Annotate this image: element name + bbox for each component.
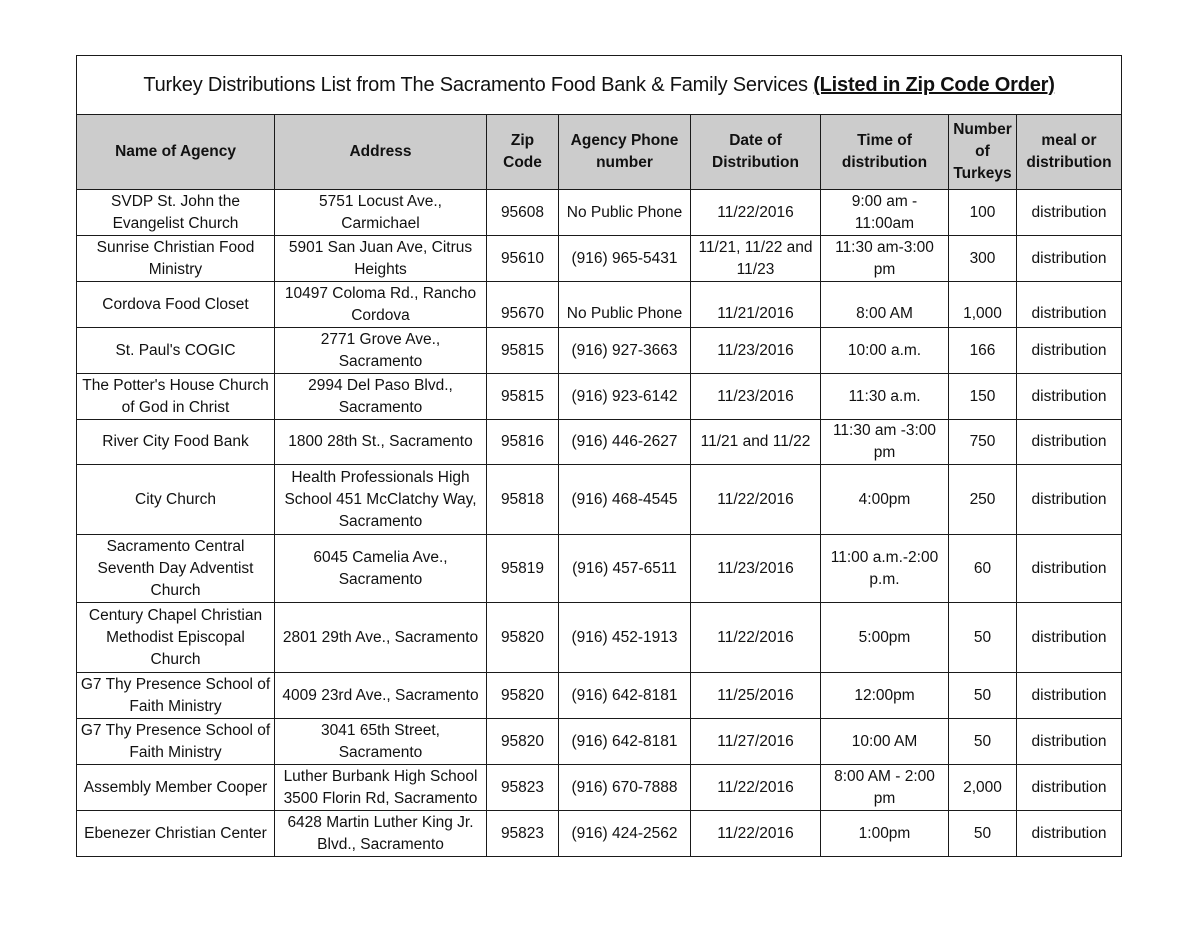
table-row <box>77 420 1122 465</box>
type-cell: distribution <box>1017 765 1122 811</box>
phone-cell: (916) 927-3663 <box>559 328 691 374</box>
agency-cell: SVDP St. John the Evangelist Church <box>77 190 275 236</box>
column-header-date: Date of Distribution <box>691 115 821 190</box>
address-cell: 5901 San Juan Ave, Citrus Heights <box>275 236 487 282</box>
table-row <box>77 535 1122 603</box>
column-header-zip: Zip Code <box>487 115 559 190</box>
column-header-address: Address <box>275 115 487 190</box>
table-row <box>77 374 1122 420</box>
agency-cell: G7 Thy Presence School of Faith Ministry <box>77 673 275 719</box>
turkeys-cell: 100 <box>949 190 1017 236</box>
table-row <box>77 282 1122 328</box>
table-row <box>77 465 1122 535</box>
agency-cell: Cordova Food Closet <box>77 282 275 328</box>
address-cell: 2771 Grove Ave., Sacramento <box>275 328 487 374</box>
address-cell: 10497 Coloma Rd., Rancho Cordova <box>275 282 487 328</box>
phone-cell: (916) 923-6142 <box>559 374 691 420</box>
zip-cell: 95820 <box>487 719 559 765</box>
time-cell: 11:30 am -3:00 pm <box>821 420 949 465</box>
address-cell: 1800 28th St., Sacramento <box>275 420 487 465</box>
date-cell: 11/21/2016 <box>691 282 821 328</box>
phone-cell: (916) 642-8181 <box>559 673 691 719</box>
turkeys-cell: 166 <box>949 328 1017 374</box>
zip-cell: 95608 <box>487 190 559 236</box>
address-cell: 6045 Camelia Ave., Sacramento <box>275 535 487 603</box>
type-cell: distribution <box>1017 282 1122 328</box>
type-cell: distribution <box>1017 719 1122 765</box>
phone-cell: No Public Phone <box>559 190 691 236</box>
time-cell: 8:00 AM <box>821 282 949 328</box>
address-cell: 2994 Del Paso Blvd., Sacramento <box>275 374 487 420</box>
zip-cell: 95819 <box>487 535 559 603</box>
address-cell: 3041 65th Street, Sacramento <box>275 719 487 765</box>
type-cell: distribution <box>1017 374 1122 420</box>
zip-cell: 95820 <box>487 603 559 673</box>
zip-cell: 95818 <box>487 465 559 535</box>
zip-cell: 95670 <box>487 282 559 328</box>
zip-cell: 95820 <box>487 673 559 719</box>
turkeys-cell: 250 <box>949 465 1017 535</box>
address-cell: 4009 23rd Ave., Sacramento <box>275 673 487 719</box>
zip-cell: 95815 <box>487 328 559 374</box>
phone-cell: (916) 468-4545 <box>559 465 691 535</box>
time-cell: 10:00 AM <box>821 719 949 765</box>
table-row <box>77 673 1122 719</box>
type-cell: distribution <box>1017 673 1122 719</box>
agency-cell: The Potter's House Church of God in Christ <box>77 374 275 420</box>
zip-cell: 95610 <box>487 236 559 282</box>
turkeys-cell: 750 <box>949 420 1017 465</box>
time-cell: 4:00pm <box>821 465 949 535</box>
agency-cell: Century Chapel Christian Methodist Episcopal Church <box>77 603 275 673</box>
date-cell: 11/23/2016 <box>691 374 821 420</box>
date-cell: 11/25/2016 <box>691 673 821 719</box>
zip-cell: 95823 <box>487 765 559 811</box>
turkeys-cell: 150 <box>949 374 1017 420</box>
time-cell: 5:00pm <box>821 603 949 673</box>
phone-cell: (916) 424-2562 <box>559 811 691 857</box>
column-header-phone: Agency Phone number <box>559 115 691 190</box>
phone-cell: (916) 642-8181 <box>559 719 691 765</box>
type-cell: distribution <box>1017 603 1122 673</box>
phone-cell: (916) 965-5431 <box>559 236 691 282</box>
phone-cell: (916) 452-1913 <box>559 603 691 673</box>
agency-cell: Assembly Member Cooper <box>77 765 275 811</box>
agency-cell: River City Food Bank <box>77 420 275 465</box>
type-cell: distribution <box>1017 535 1122 603</box>
table-row <box>77 719 1122 765</box>
title-emphasis: (Listed in Zip Code Order) <box>813 74 1055 96</box>
column-header-meal-or-distribution: meal or distribution <box>1017 115 1122 190</box>
table-row <box>77 236 1122 282</box>
column-header-turkeys: Number of Turkeys <box>949 115 1017 190</box>
turkeys-cell: 2,000 <box>949 765 1017 811</box>
date-cell: 11/22/2016 <box>691 811 821 857</box>
distribution-table <box>76 55 1122 857</box>
turkeys-cell: 60 <box>949 535 1017 603</box>
agency-cell: Ebenezer Christian Center <box>77 811 275 857</box>
date-cell: 11/22/2016 <box>691 603 821 673</box>
agency-cell: St. Paul's COGIC <box>77 328 275 374</box>
table-row <box>77 328 1122 374</box>
document-title <box>77 56 1122 115</box>
zip-cell: 95815 <box>487 374 559 420</box>
turkeys-cell: 1,000 <box>949 282 1017 328</box>
title-main: Turkey Distributions List from The Sacramento Food Bank & Family Services <box>143 74 814 96</box>
time-cell: 10:00 a.m. <box>821 328 949 374</box>
column-header-row <box>77 115 1122 190</box>
table-row <box>77 190 1122 236</box>
time-cell: 9:00 am - 11:00am <box>821 190 949 236</box>
column-header-agency: Name of Agency <box>77 115 275 190</box>
time-cell: 8:00 AM - 2:00 pm <box>821 765 949 811</box>
date-cell: 11/27/2016 <box>691 719 821 765</box>
address-cell: Luther Burbank High School 3500 Florin Rd, Sacramento <box>275 765 487 811</box>
date-cell: 11/23/2016 <box>691 328 821 374</box>
turkeys-cell: 50 <box>949 811 1017 857</box>
turkeys-cell: 50 <box>949 673 1017 719</box>
type-cell: distribution <box>1017 811 1122 857</box>
type-cell: distribution <box>1017 465 1122 535</box>
date-cell: 11/23/2016 <box>691 535 821 603</box>
address-cell: 5751 Locust Ave., Carmichael <box>275 190 487 236</box>
date-cell: 11/21, 11/22 and 11/23 <box>691 236 821 282</box>
agency-cell: G7 Thy Presence School of Faith Ministry <box>77 719 275 765</box>
time-cell: 11:30 am-3:00 pm <box>821 236 949 282</box>
time-cell: 11:00 a.m.-2:00 p.m. <box>821 535 949 603</box>
type-cell: distribution <box>1017 420 1122 465</box>
date-cell: 11/22/2016 <box>691 765 821 811</box>
agency-cell: City Church <box>77 465 275 535</box>
zip-cell: 95823 <box>487 811 559 857</box>
phone-cell: (916) 446-2627 <box>559 420 691 465</box>
date-cell: 11/21 and 11/22 <box>691 420 821 465</box>
time-cell: 12:00pm <box>821 673 949 719</box>
turkeys-cell: 50 <box>949 603 1017 673</box>
turkey-distribution-sheet <box>76 55 1121 857</box>
type-cell: distribution <box>1017 328 1122 374</box>
turkeys-cell: 50 <box>949 719 1017 765</box>
time-cell: 1:00pm <box>821 811 949 857</box>
table-row <box>77 811 1122 857</box>
time-cell: 11:30 a.m. <box>821 374 949 420</box>
phone-cell: No Public Phone <box>559 282 691 328</box>
zip-cell: 95816 <box>487 420 559 465</box>
column-header-time: Time of distribution <box>821 115 949 190</box>
type-cell: distribution <box>1017 190 1122 236</box>
agency-cell: Sacramento Central Seventh Day Adventist Church <box>77 535 275 603</box>
date-cell: 11/22/2016 <box>691 465 821 535</box>
address-cell: 2801 29th Ave., Sacramento <box>275 603 487 673</box>
phone-cell: (916) 670-7888 <box>559 765 691 811</box>
agency-cell: Sunrise Christian Food Ministry <box>77 236 275 282</box>
address-cell: Health Professionals High School 451 McClatchy Way, Sacramento <box>275 465 487 535</box>
phone-cell: (916) 457-6511 <box>559 535 691 603</box>
date-cell: 11/22/2016 <box>691 190 821 236</box>
table-row <box>77 765 1122 811</box>
type-cell: distribution <box>1017 236 1122 282</box>
address-cell: 6428 Martin Luther King Jr. Blvd., Sacramento <box>275 811 487 857</box>
table-row <box>77 603 1122 673</box>
turkeys-cell: 300 <box>949 236 1017 282</box>
